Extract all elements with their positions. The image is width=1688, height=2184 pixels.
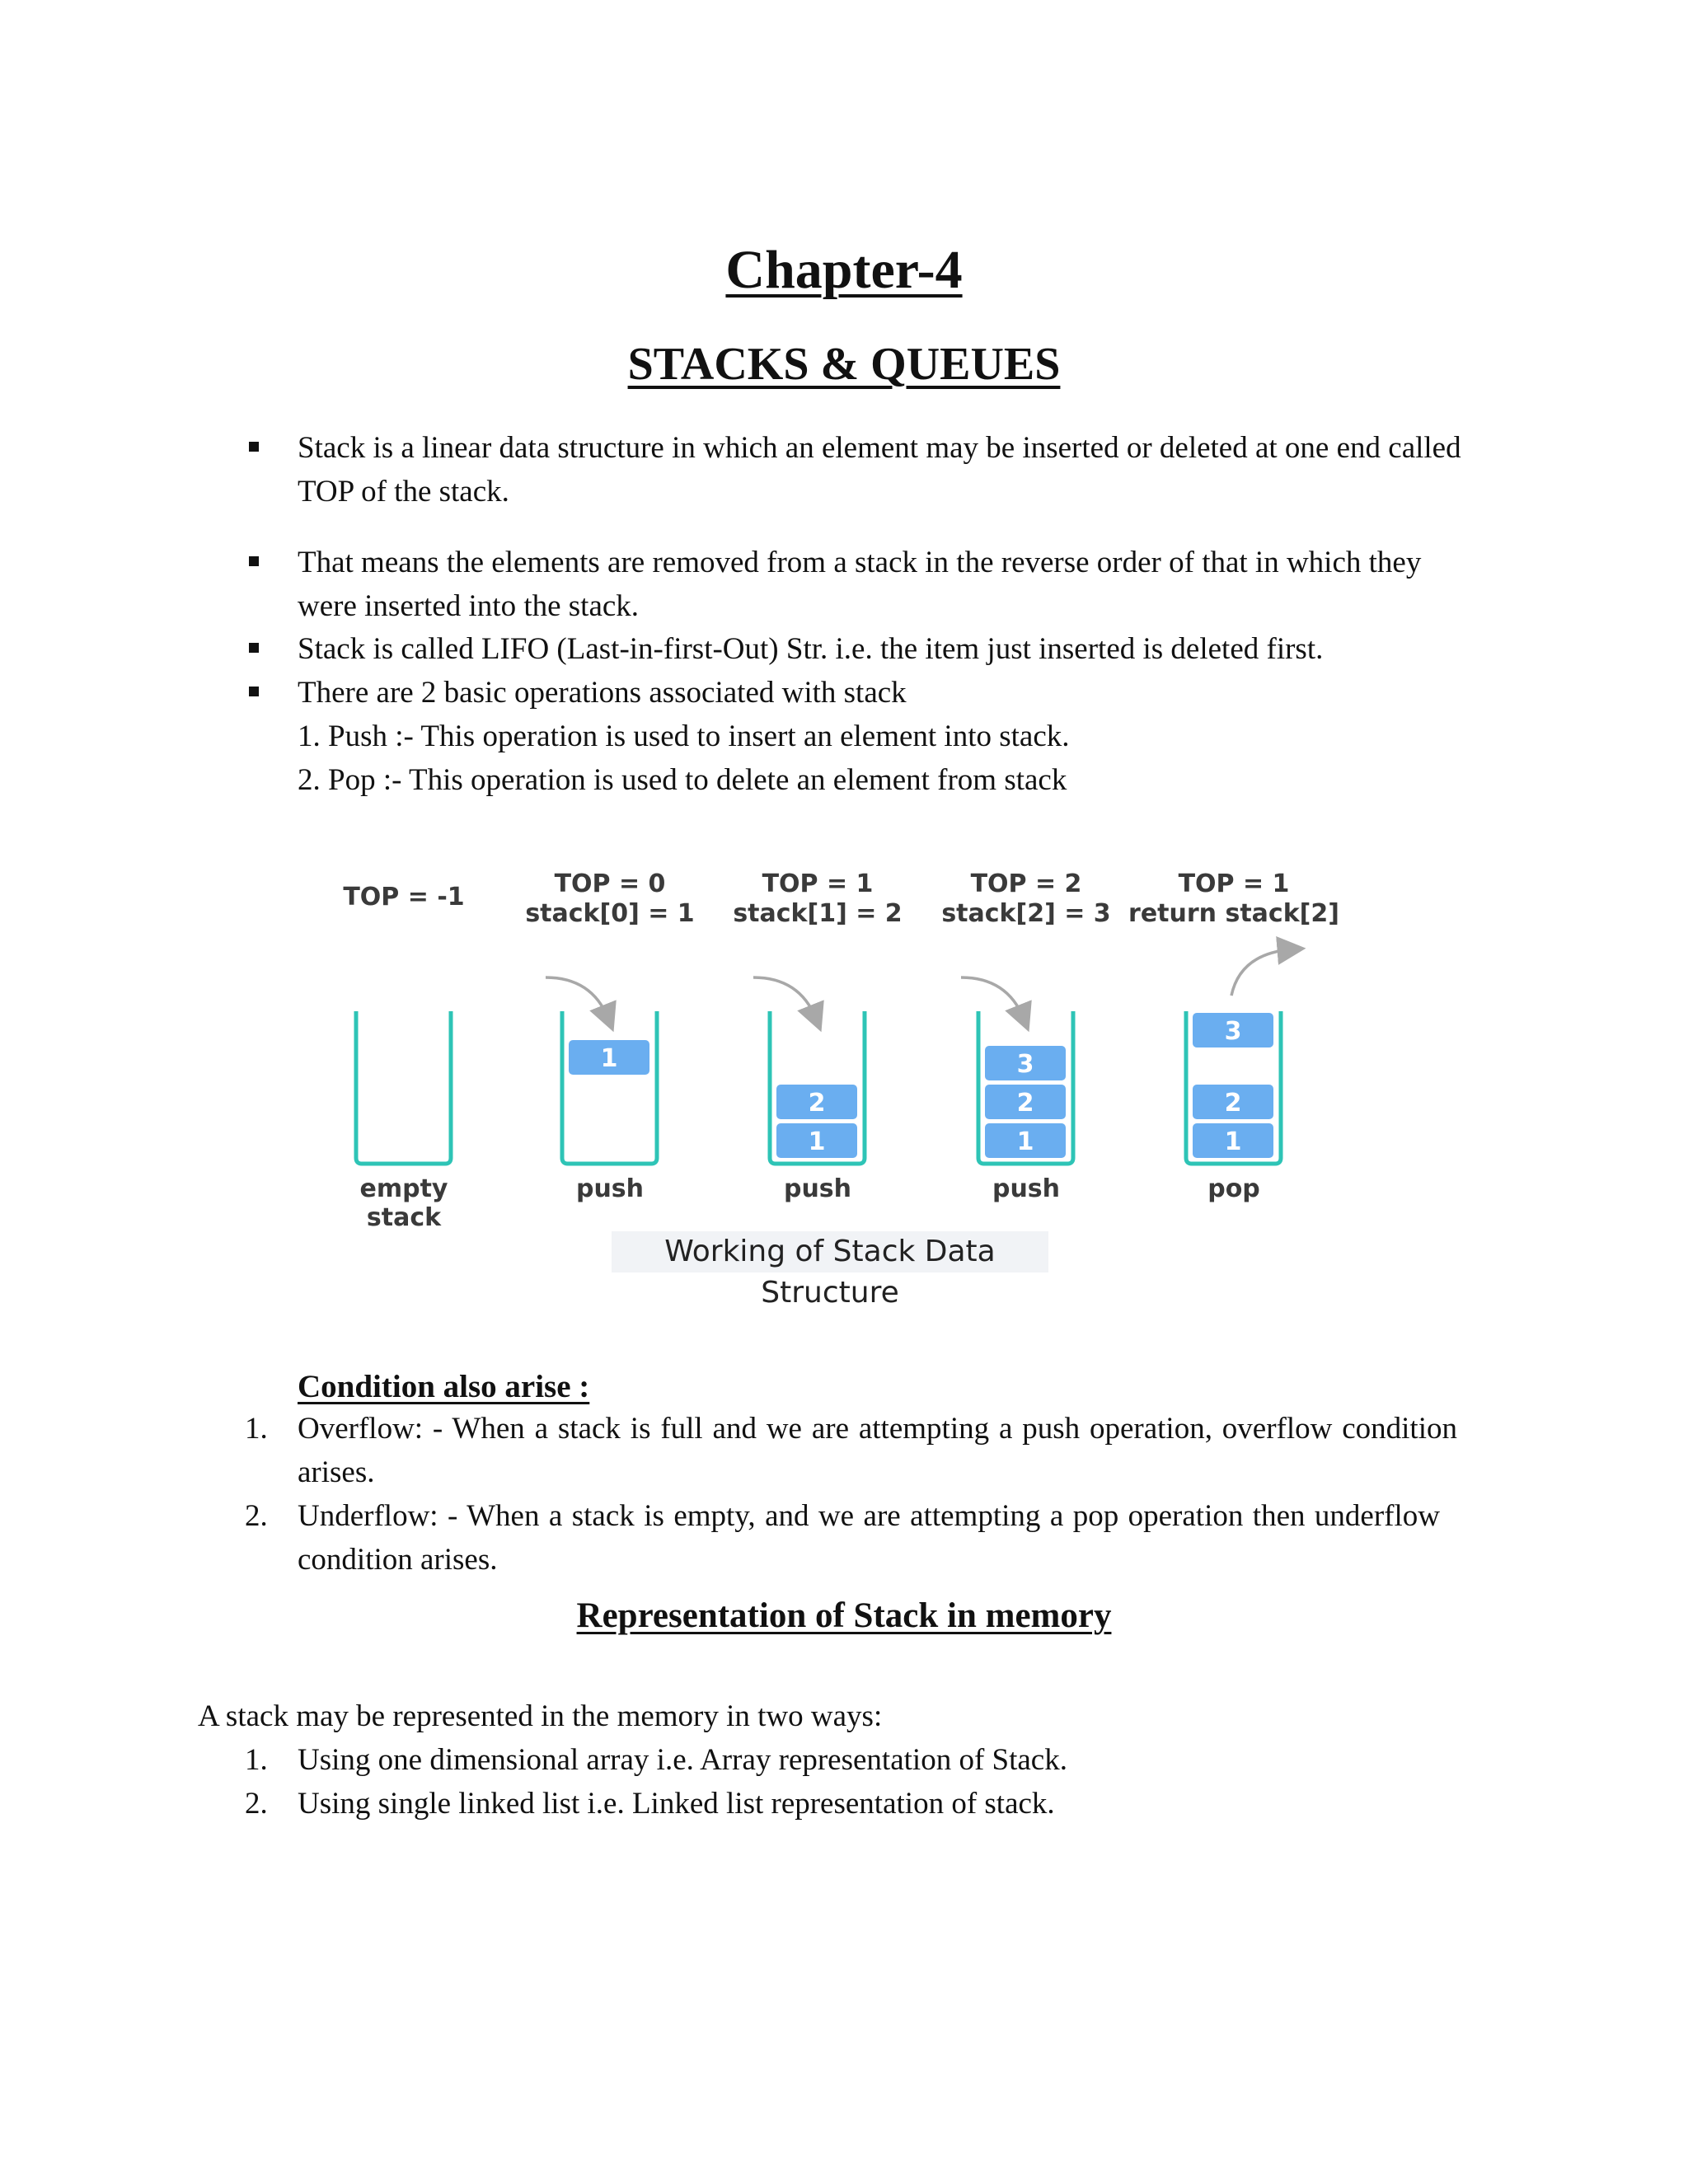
stack-block-value: 2 [1016,1089,1034,1118]
figure-caption: Working of Stack Data Structure [664,1235,996,1310]
bullet-item: Stack is a linear data structure in which an element may be inserted or deleted at one end called TOP of the stack. [298,431,1461,509]
stack-block-value: 1 [1016,1127,1034,1156]
state-header-1-top: TOP = 0 [554,869,666,898]
stack-block-value: 3 [1016,1050,1034,1079]
stack-block-value: 2 [808,1089,826,1118]
bullet-item: There are 2 basic operations associated with stack [298,676,907,710]
section-title: STACKS & QUEUES [627,339,1061,390]
state-header-3-top: TOP = 2 [970,869,1082,898]
state-label-0-line2: stack [366,1203,442,1232]
stack-block-value: 1 [1224,1127,1242,1156]
representation-number: 2. [245,1787,268,1821]
conditions-heading: Condition also arise : [298,1369,590,1404]
condition-number: 1. [245,1412,268,1446]
chapter-title: Chapter-4 [725,240,963,300]
state-header-2-op: stack[1] = 2 [733,899,903,928]
representation-item: Using one dimensional array i.e. Array representation of Stack. [298,1743,1067,1777]
state-label-1: push [575,1174,645,1203]
bullet-item: That means the elements are removed from a stack in the reverse order of that in which they were inserted into the stack. [298,546,1422,623]
push-arrow-icon [753,977,816,1019]
condition-item: Overflow: - When a stack is full and we are attempting a push operation, overflow condition arises. [298,1412,1457,1489]
state-header-4-op: return stack[2] [1128,899,1339,928]
stack-container-empty [356,1011,451,1164]
stack-block-value: 3 [1224,1017,1242,1046]
operation-item: 2. Pop :- This operation is used to delete an element from stack [298,763,1067,797]
representation-number: 1. [245,1743,268,1777]
state-label-3: push [992,1174,1061,1203]
stack-container-push1 [562,1011,657,1164]
state-header-0: TOP = -1 [343,883,465,912]
stack-block-value: 1 [600,1044,618,1073]
stack-block-value: 1 [808,1127,826,1156]
representation-heading: Representation of Stack in memory [576,1596,1112,1635]
representation-item: Using single linked list i.e. Linked list representation of stack. [298,1787,1055,1821]
state-header-2-top: TOP = 1 [762,869,874,898]
operation-item: 1. Push :- This operation is used to insert an element into stack. [298,719,1070,753]
state-header-3-op: stack[2] = 3 [941,899,1111,928]
stack-block-value: 2 [1224,1089,1242,1118]
push-arrow-icon [546,977,608,1019]
representation-intro: A stack may be represented in the memory in two ways: [198,1699,883,1733]
push-arrow-icon [961,977,1024,1019]
state-label-4: pop [1207,1174,1260,1203]
bullet-item: Stack is called LIFO (Last-in-first-Out) Str. i.e. the item just inserted is deleted first. [298,632,1324,666]
state-header-1-op: stack[0] = 1 [525,899,695,928]
state-label-2: push [783,1174,852,1203]
condition-number: 2. [245,1499,268,1533]
condition-item: Underflow: - When a stack is empty, and we are attempting a pop operation then underflow condition arises. [298,1499,1440,1577]
state-label-0-line1: empty [359,1174,448,1203]
pop-arrow-icon [1231,949,1292,996]
state-header-4-top: TOP = 1 [1178,869,1290,898]
